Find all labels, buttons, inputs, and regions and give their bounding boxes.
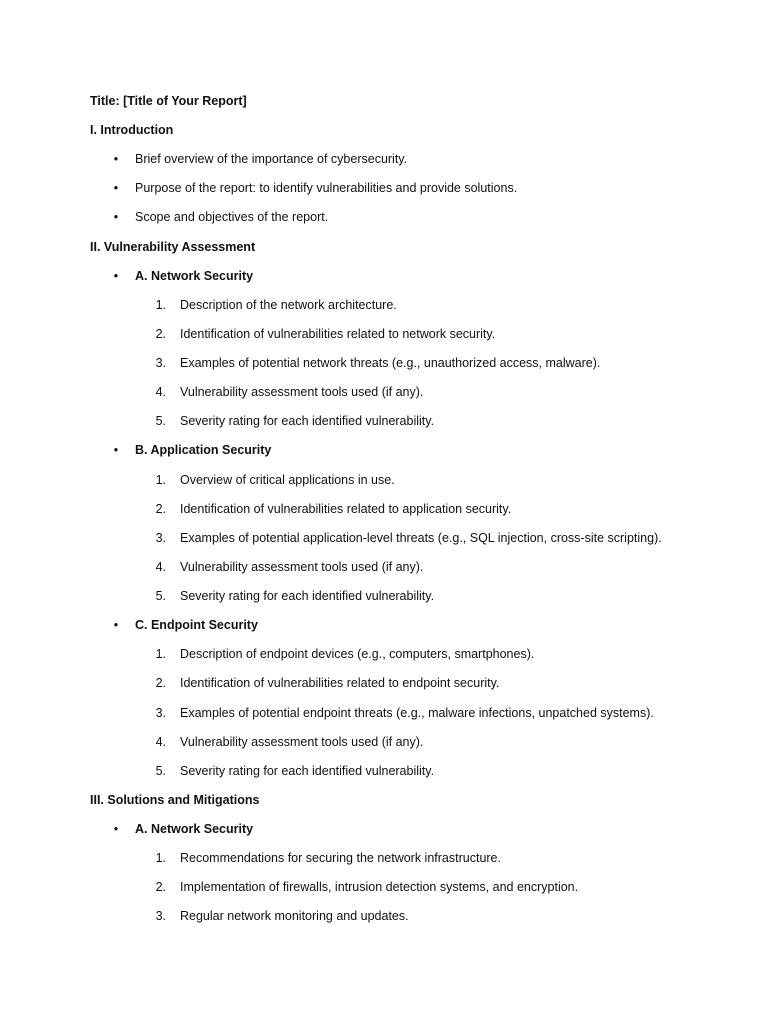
numbered-item: Examples of potential network threats (e.g., unauthorized access, malware). (180, 356, 601, 370)
numbered-item: Examples of potential application-level threats (e.g., SQL injection, cross-site scripting). (180, 531, 662, 545)
list-number: 5. (155, 414, 166, 428)
list-number: 4. (155, 385, 166, 399)
subsection-heading-endpoint-security: C. Endpoint Security (135, 618, 258, 632)
list-number: 2. (155, 502, 166, 516)
bullet-marker: • (113, 443, 119, 457)
bullet-marker: • (113, 822, 119, 836)
list-number: 2. (155, 880, 166, 894)
list-number: 3. (155, 706, 166, 720)
bullet-item: Scope and objectives of the report. (135, 210, 329, 224)
list-number: 5. (155, 764, 166, 778)
numbered-item: Examples of potential endpoint threats (e.g., malware infections, unpatched systems). (180, 706, 654, 720)
bullet-marker: • (113, 152, 119, 166)
bullet-marker: • (113, 269, 119, 283)
subsection-heading-application-security: B. Application Security (135, 443, 272, 457)
numbered-item: Overview of critical applications in use. (180, 473, 395, 487)
numbered-item: Description of the network architecture. (180, 298, 397, 312)
report-title: Title: [Title of Your Report] (90, 94, 247, 108)
numbered-item: Implementation of firewalls, intrusion detection systems, and encryption. (180, 880, 579, 894)
bullet-marker: • (113, 210, 119, 224)
subsection-heading-network-security: A. Network Security (135, 269, 254, 283)
numbered-item: Identification of vulnerabilities related to network security. (180, 327, 496, 341)
list-number: 2. (155, 676, 166, 690)
numbered-item: Identification of vulnerabilities related to application security. (180, 502, 512, 516)
section-heading-introduction: I. Introduction (90, 123, 174, 137)
bullet-marker: • (113, 618, 119, 632)
list-number: 5. (155, 589, 166, 603)
list-number: 1. (155, 647, 166, 661)
bullet-item: Purpose of the report: to identify vulnerabilities and provide solutions. (135, 181, 518, 195)
list-number: 4. (155, 560, 166, 574)
section-heading-vulnerability-assessment: II. Vulnerability Assessment (90, 240, 256, 254)
subsection-heading-network-security: A. Network Security (135, 822, 254, 836)
list-number: 3. (155, 531, 166, 545)
numbered-item: Vulnerability assessment tools used (if any). (180, 560, 424, 574)
bullet-marker: • (113, 181, 119, 195)
list-number: 4. (155, 735, 166, 749)
bullet-item: Brief overview of the importance of cybersecurity. (135, 152, 408, 166)
numbered-item: Severity rating for each identified vulnerability. (180, 589, 435, 603)
list-number: 3. (155, 909, 166, 923)
numbered-item: Vulnerability assessment tools used (if any). (180, 385, 424, 399)
numbered-item: Description of endpoint devices (e.g., computers, smartphones). (180, 647, 535, 661)
numbered-item: Regular network monitoring and updates. (180, 909, 409, 923)
list-number: 3. (155, 356, 166, 370)
numbered-item: Recommendations for securing the network infrastructure. (180, 851, 501, 865)
numbered-item: Severity rating for each identified vulnerability. (180, 764, 435, 778)
list-number: 1. (155, 851, 166, 865)
list-number: 1. (155, 298, 166, 312)
numbered-item: Identification of vulnerabilities related to endpoint security. (180, 676, 500, 690)
list-number: 2. (155, 327, 166, 341)
numbered-item: Severity rating for each identified vulnerability. (180, 414, 435, 428)
numbered-item: Vulnerability assessment tools used (if any). (180, 735, 424, 749)
list-number: 1. (155, 473, 166, 487)
section-heading-solutions-and-mitigations: III. Solutions and Mitigations (90, 793, 260, 807)
